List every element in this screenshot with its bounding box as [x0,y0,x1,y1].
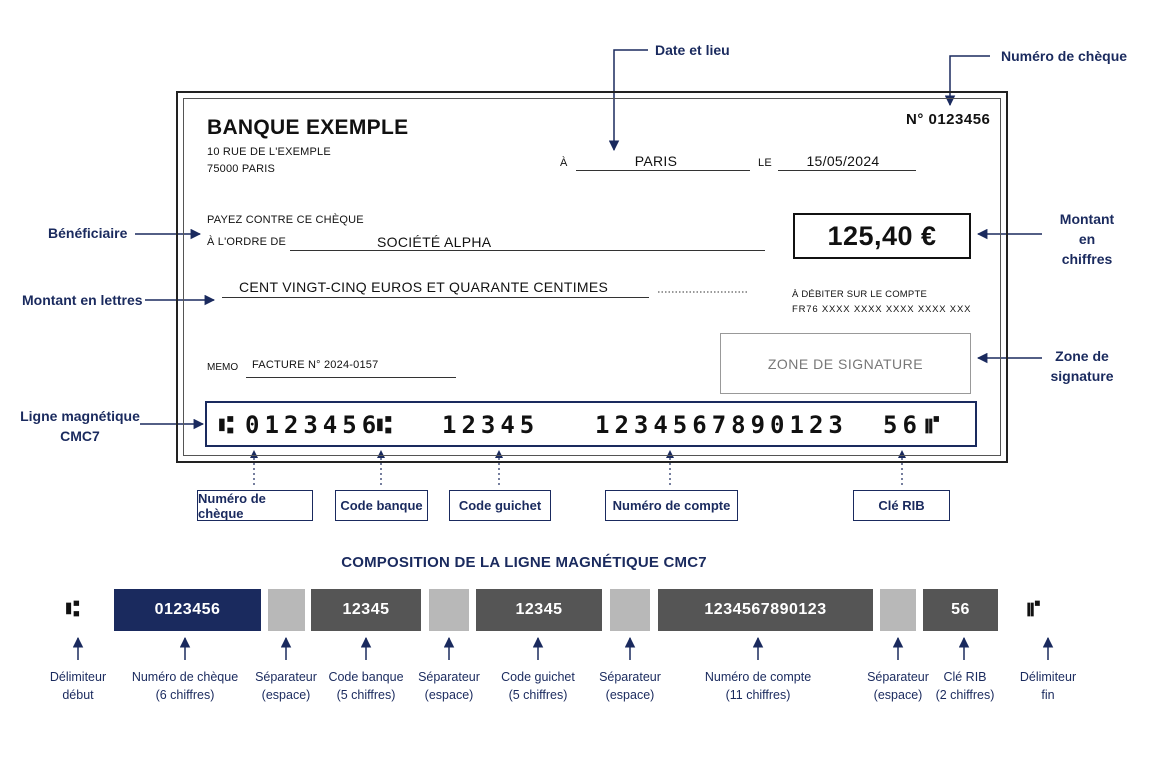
signature-zone: ZONE DE SIGNATURE [720,333,971,394]
bank-address-line1: 10 RUE DE L'EXEMPLE [207,146,331,158]
comp-label-line: Clé RIB [943,670,987,684]
cmc7-end-glyph: ⑈ [925,411,945,439]
composition-start-glyph: ⑆ [66,597,80,622]
callout-ligne-line2: CMC7 [60,428,100,444]
label-cle-rib: Clé RIB [853,490,950,521]
comp-label-line: (espace) [424,688,474,702]
comp-label-line: Séparateur [418,670,480,684]
segment-code-guichet: 12345 [476,589,602,631]
comp-label-sep-2 [411,668,487,704]
date-label: LE [758,157,772,169]
composition-end-glyph: ⑈ [1027,597,1041,622]
amount-words-line [222,297,649,298]
callout-zone-signature [1046,346,1118,386]
segment-separator-4 [880,589,916,631]
segment-cle-rib: 56 [923,589,998,631]
comp-label-line: Séparateur [599,670,661,684]
comp-label-delim-fin [1010,668,1086,704]
payez-label: PAYEZ CONTRE CE CHÈQUE [207,214,364,226]
cmc7-separator-glyph: ⑆ [377,411,397,439]
segment-separator-1 [268,589,305,631]
comp-label-line: Délimiteur [1019,670,1077,684]
segment-separator-3 [610,589,650,631]
comp-label-line: Numéro de compte [704,670,812,684]
cmc7-start-glyph: ⑆ [219,411,239,439]
amount-words: CENT VINGT-CINQ EUROS ET QUARANTE CENTIMES [239,279,609,295]
payee-value: SOCIÉTÉ ALPHA [377,234,492,250]
callout-beneficiaire: Bénéficiaire [48,225,128,241]
callout-zone-line2: signature [1050,368,1114,384]
cmc7-code-banque: 12345 [442,411,540,439]
iban-value: FR76 XXXX XXXX XXXX XXXX XXX [792,304,972,315]
segment-numero-cheque: 0123456 [114,589,261,631]
comp-label-line: fin [1041,688,1055,702]
place-label: À [560,157,568,169]
comp-label-line: (11 chiffres) [725,688,791,702]
comp-label-line: début [62,688,94,702]
callout-montant-chiffres [1052,209,1122,269]
callout-montant-lettres: Montant en lettres [22,292,143,308]
comp-label-line: (2 chiffres) [935,688,995,702]
memo-label: MEMO [207,362,239,373]
callout-montant-line1: Montant [1059,211,1115,227]
place-value: PARIS [634,153,678,169]
bank-name: BANQUE EXEMPLE [207,116,409,139]
comp-label-line: Séparateur [867,670,929,684]
check-number: N° 0123456 [906,111,991,128]
date-line [778,170,916,171]
date-value: 15/05/2024 [806,153,880,169]
comp-label-sep-3 [592,668,668,704]
comp-label-line: Numéro de chèque [131,670,239,684]
comp-label-line: (espace) [873,688,923,702]
ordre-label: À L'ORDRE DE [207,236,287,248]
bank-address-line2: 75000 PARIS [207,163,276,175]
comp-label-delim-debut [38,668,118,704]
callout-ligne-line1: Ligne magnétique [20,408,140,424]
comp-label-line: (5 chiffres) [336,688,396,702]
comp-label-line: Délimiteur [49,670,107,684]
comp-label-line: (espace) [605,688,655,702]
callout-date-lieu: Date et lieu [655,42,730,58]
comp-label-rib [928,668,1002,704]
comp-label-guichet [490,668,586,704]
memo-line [246,377,456,378]
comp-label-compte [693,668,823,704]
label-code-banque: Code banque [335,490,428,521]
segment-separator-2 [429,589,469,631]
label-numero-compte: Numéro de compte [605,490,738,521]
comp-label-line: Séparateur [255,670,317,684]
comp-label-line: (5 chiffres) [508,688,568,702]
comp-label-line: Code guichet [501,670,575,684]
composition-title: COMPOSITION DE LA LIGNE MAGNÉTIQUE CMC7 [341,554,707,571]
comp-label-line: (espace) [261,688,311,702]
place-line [576,170,750,171]
comp-label-sep-1 [248,668,324,704]
segment-code-banque: 12345 [311,589,421,631]
callout-zone-line1: Zone de [1055,348,1109,364]
comp-label-line: (6 chiffres) [155,688,215,702]
comp-label-banque [321,668,411,704]
callout-ligne-magnetique [20,406,140,446]
label-numero-cheque: Numéro de chèque [197,490,313,521]
callout-numero-cheque: Numéro de chèque [1001,48,1128,64]
payee-line [290,250,765,251]
debit-label: À DÉBITER SUR LE COMPTE [792,289,927,300]
cmc7-rib: 56 [883,411,922,439]
label-code-guichet: Code guichet [449,490,551,521]
cmc7-account: 1234567890123 [595,411,848,439]
amount-box: 125,40 € [793,213,971,259]
segment-numero-compte: 1234567890123 [658,589,873,631]
comp-label-line: Code banque [328,670,404,684]
memo-value: FACTURE N° 2024-0157 [252,359,379,371]
comp-label-sep-4 [860,668,936,704]
comp-label-cheque [125,668,245,704]
cmc7-cheque-number: 0123456 [245,411,382,439]
callout-montant-line2: en chiffres [1061,231,1113,267]
